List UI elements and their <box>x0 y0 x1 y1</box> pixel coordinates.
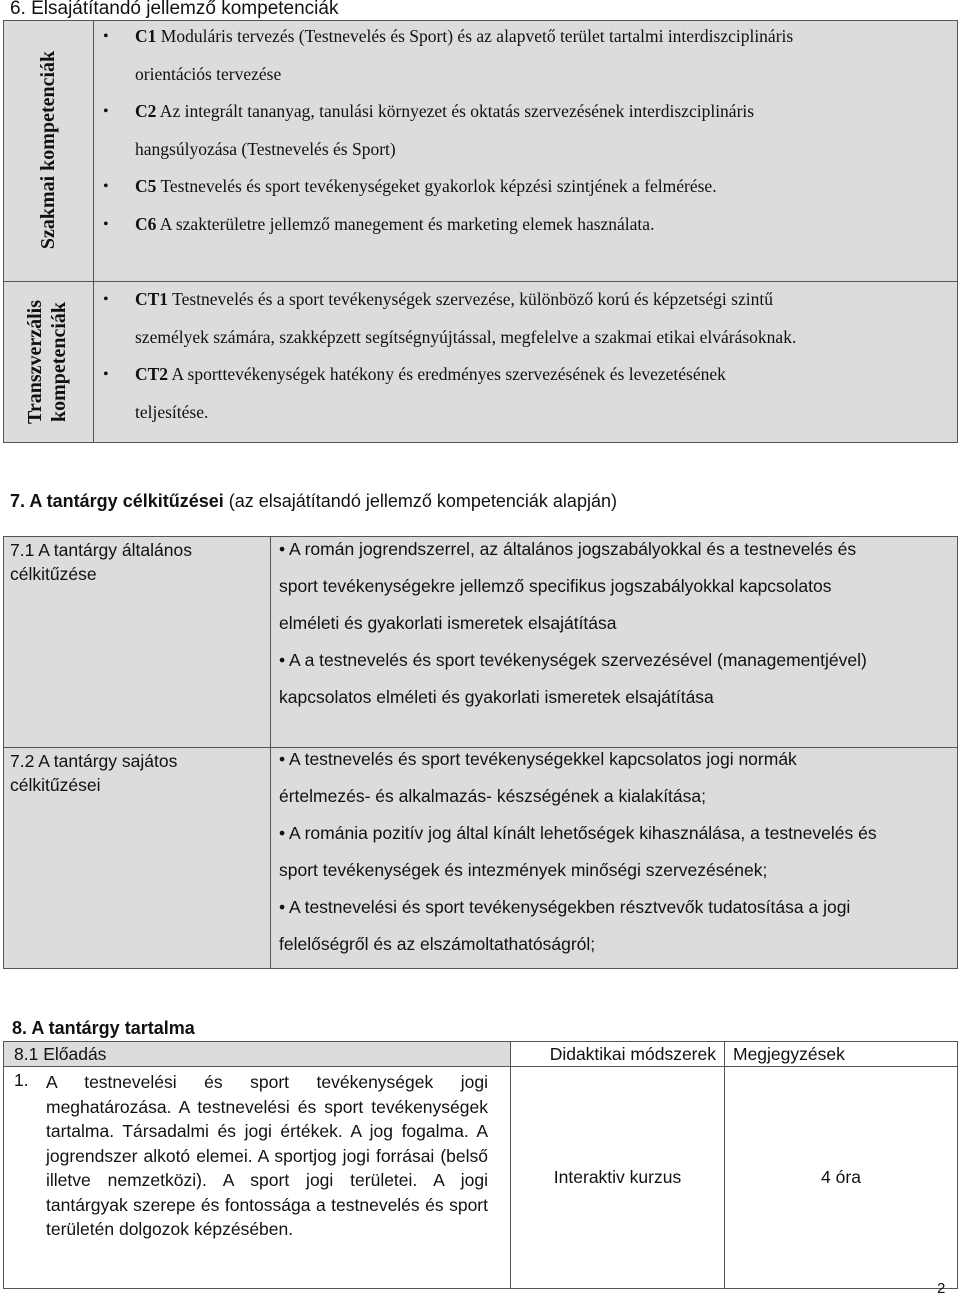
transversal-competencies-list <box>97 281 957 431</box>
section-8-title: 8. A tantárgy tartalma <box>12 1018 195 1038</box>
section-6-title: 6. Elsajátítandó jellemző kompetenciák <box>10 0 339 19</box>
list-item: • C6 A szakterületre jellemző manegement és marketing elemek használata. <box>97 206 957 244</box>
specific-objective-list <box>279 741 954 963</box>
list-item: • A testnevelési és sport tevékenységekben résztvevők tudatosítása a jogi <box>279 897 851 917</box>
list-item: • C1 Moduláris tervezés (Testnevelés és Sport) és az alapvető terület tartalmi interdiszciplináris <box>97 18 957 56</box>
list-item-continuation: hangsúlyozása (Testnevelés és Sport) <box>135 138 396 159</box>
section-7-title: 7. A tantárgy célkitűzései (az elsajátítandó jellemző kompetenciák alapján) <box>10 491 617 511</box>
header-methods: Didaktikai módszerek <box>511 1042 725 1067</box>
lecture-cell <box>4 1067 511 1289</box>
list-item: sport tevékenységek és intezmények minőségi szervezésének; <box>279 860 768 880</box>
row-number: 1. <box>14 1070 29 1090</box>
list-item: • CT2 A sporttevékenységek hatékony és eredményes szervezésének és levezetésének <box>97 356 957 394</box>
list-item: elméleti és gyakorlati ismeretek elsajátítása <box>279 613 617 633</box>
table-header-row <box>4 1042 958 1067</box>
general-objective-label: 7.1 A tantárgy általános célkitűzése <box>10 540 192 584</box>
professional-competencies-label: Szakmai kompetenciák <box>37 50 59 250</box>
list-item: kapcsolatos elméleti és gyakorlati ismeretek elsajátítása <box>279 687 714 707</box>
list-item: • A testnevelés és sport tevékenységekkel kapcsolatos jogi normák <box>279 749 797 769</box>
list-item-continuation: teljesítése. <box>135 401 209 422</box>
list-item: • A román jogrendszerrel, az általános jogszabályokkal és a testnevelés és <box>279 539 857 559</box>
table-row <box>4 1067 958 1289</box>
lecture-text: A testnevelési és sport tevékenységek jogi meghatározása. A testnevelési és sport tevékenységek tartalma. Társadalmi és jogi értékek. A jog fogalma. A jogrendszer alkotó elemei. A sportjog jogi forrásai (belső illetve nemzetközi). A sport jogi területei. A jogi tantárgyak szerepe és fontossága a testnevelés és sport területén dolgozok képzésében. <box>46 1072 488 1239</box>
list-item-continuation: személyek számára, szakképzett segítségnyújtással, megfelelve a szakmai etikai elvárásoknak. <box>135 326 797 347</box>
professional-competencies-list <box>97 18 957 243</box>
content-table <box>3 1041 958 1289</box>
transversal-label-line-1: Transzverzális <box>24 299 46 425</box>
list-item: értelmezés- és alkalmazás- készségének a kialakítása; <box>279 786 706 806</box>
list-item-continuation: orientációs tervezése <box>135 63 282 84</box>
note-cell: 4 óra <box>725 1067 958 1289</box>
page-number: 2 <box>937 1280 946 1297</box>
list-item: • A a testnevelés és sport tevékenységek szervezésével (managementjével) <box>279 650 867 670</box>
list-item: • CT1 Testnevelés és a sport tevékenységek szervezése, különböző korú és képzetségi szintű <box>97 281 957 319</box>
header-lecture: 8.1 Előadás <box>4 1042 511 1067</box>
list-item: • A románia pozitív jog által kínált lehetőségek kihasználása, a testnevelés és <box>279 823 877 843</box>
specific-objective-label: 7.2 A tantárgy sajátos célkitűzései <box>10 751 178 795</box>
list-item: sport tevékenységekre jellemző specifikus jogszabályokkal kapcsolatos <box>279 576 832 596</box>
list-item: • C2 Az integrált tananyag, tanulási környezet és oktatás szervezésének interdiszciplináris <box>97 93 957 131</box>
list-item: felelőségről és az elszámoltathatóságról; <box>279 934 596 954</box>
header-notes: Megjegyzések <box>725 1042 958 1067</box>
transversal-label-line-2: kompetenciák <box>48 302 70 422</box>
list-item: • C5 Testnevelés és sport tevékenységeket gyakorlok képzési szintjének a felmérése. <box>97 168 957 206</box>
method-cell: Interaktiv kurzus <box>511 1067 725 1289</box>
general-objective-list <box>279 531 954 716</box>
transversal-competencies-label <box>23 282 71 442</box>
